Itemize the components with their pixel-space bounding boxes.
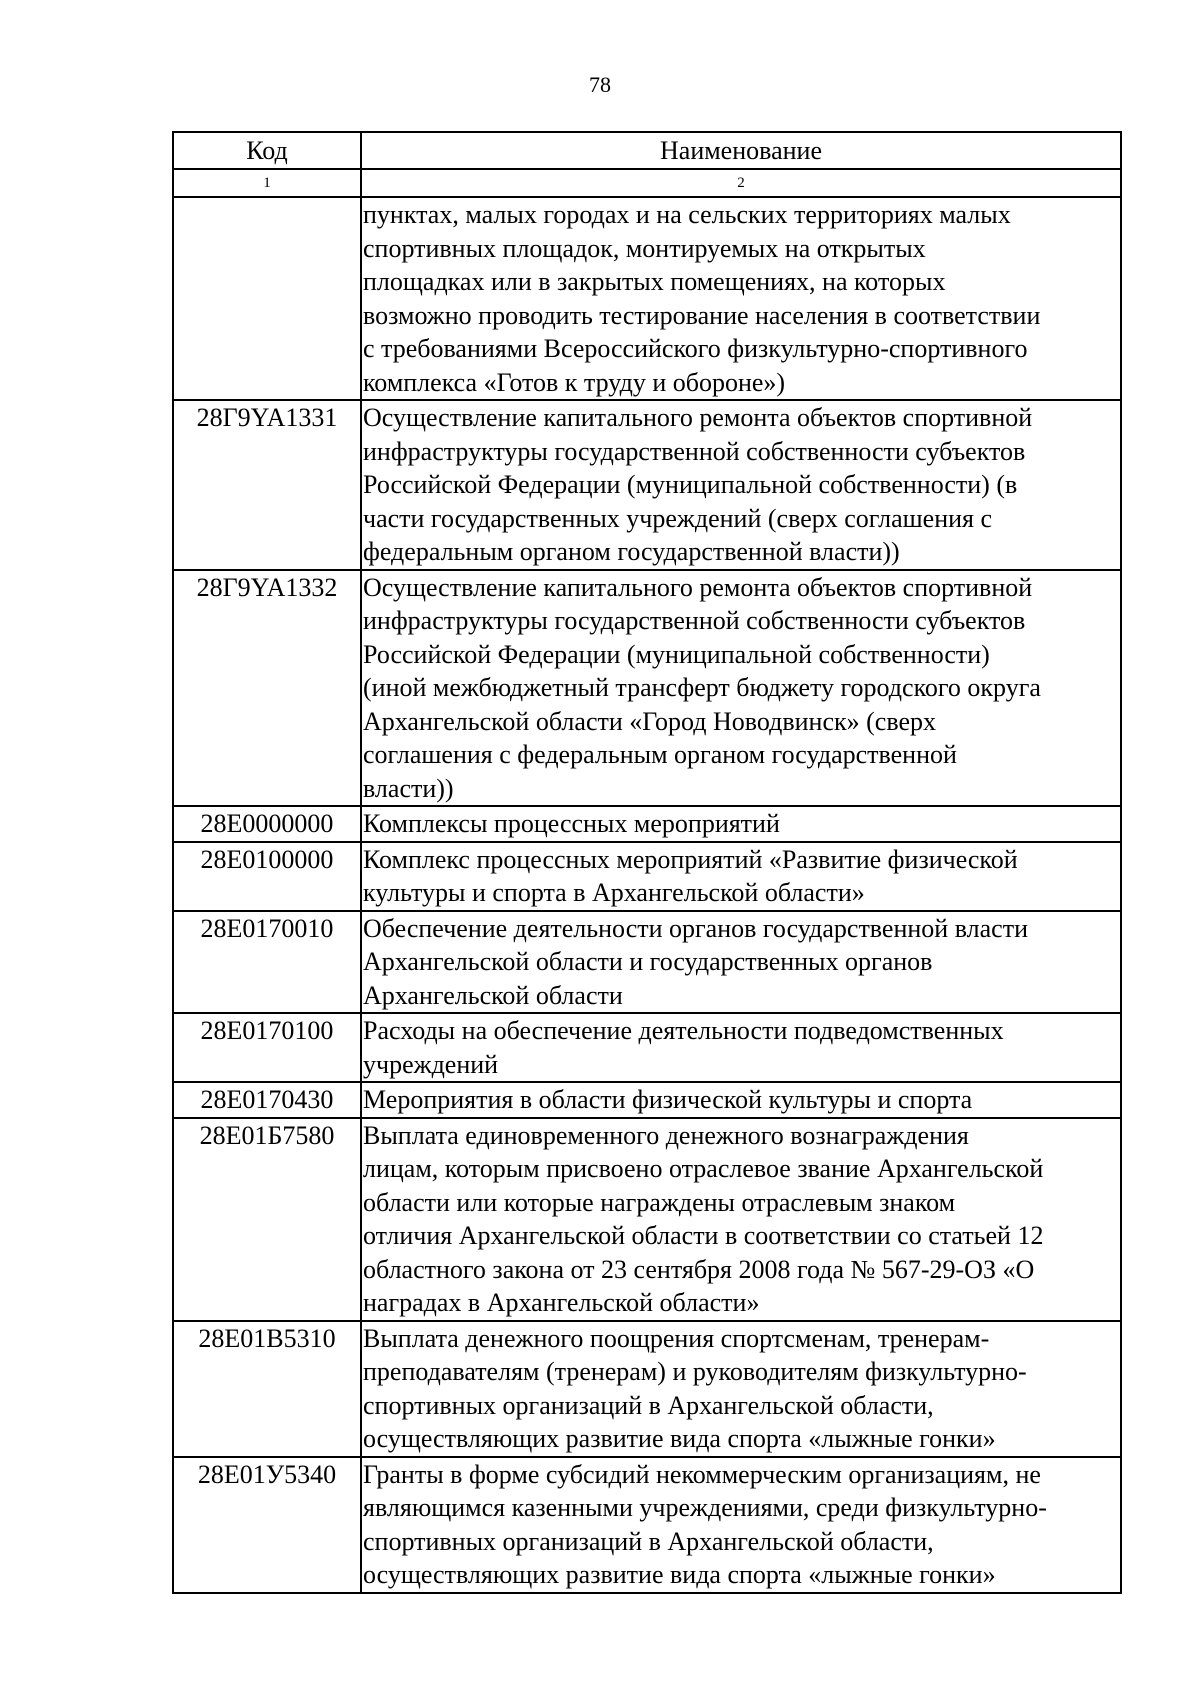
row-name-line: Российской Федерации (муниципальной собственности) — [363, 639, 990, 669]
row-name-line: Российской Федерации (муниципальной собственности) (в — [363, 470, 1018, 499]
column-number-row — [173, 169, 1121, 197]
table-row — [173, 400, 1121, 570]
row-name-line: учреждений — [363, 1049, 499, 1079]
row-name-line: власти)) — [363, 773, 454, 803]
row-name-line: части государственных учреждений (сверх соглашения с — [363, 503, 993, 533]
row-code: 28Е0100000 — [173, 842, 361, 911]
row-name-line: инфраструктуры государственной собственности субъектов — [363, 436, 1026, 466]
row-name-line: спортивных площадок, монтируемых на открытых — [363, 233, 926, 263]
row-code: 28Е01В5310 — [173, 1321, 361, 1457]
header-row — [173, 132, 1121, 169]
row-name — [361, 806, 1121, 842]
budget-codes-table — [172, 131, 1122, 1594]
row-name-line: пунктах, малых городах и на сельских территориях малых — [363, 200, 1011, 229]
table-row — [173, 1082, 1121, 1118]
row-name-line: возможно проводить тестирование населения в соответствии — [363, 300, 1041, 330]
row-name-line: Архангельской области «Город Новодвинск» (сверх — [363, 706, 936, 736]
row-name-line: отличия Архангельской области в соответствии со статьей 12 — [363, 1221, 1044, 1250]
row-code: 28Е0000000 — [173, 806, 361, 842]
row-name-line: наградах в Архангельской области» — [363, 1288, 760, 1317]
row-code: 28Е0170100 — [173, 1013, 361, 1082]
column-header-name: Наименование — [361, 132, 1121, 169]
row-name-line: Архангельской области — [363, 980, 623, 1010]
row-code: 28Е01Б7580 — [173, 1118, 361, 1321]
row-name-line: области или которые награждены отраслевым знаком — [363, 1187, 956, 1217]
column-number-name: 2 — [361, 169, 1121, 197]
row-name-line: Расходы на обеспечение деятельности подведомственных — [363, 1016, 1004, 1045]
table-row — [173, 197, 1121, 400]
row-name-line: являющимся казенными учреждениями, среди физкультурно- — [363, 1493, 1047, 1522]
table-body — [173, 169, 1121, 1593]
row-code — [173, 197, 361, 400]
row-code: 28Е0170010 — [173, 911, 361, 1014]
row-name-line: Комплексы процессных мероприятий — [363, 809, 780, 838]
row-name-line: Осуществление капитального ремонта объектов спортивной — [363, 403, 1033, 432]
row-name-line: культуры и спорта в Архангельской области» — [363, 878, 865, 907]
row-name — [361, 1321, 1121, 1457]
row-name-line: Выплата единовременного денежного вознаграждения — [363, 1120, 969, 1150]
column-header-code: Код — [173, 132, 361, 169]
table-row — [173, 842, 1121, 911]
row-name — [361, 911, 1121, 1014]
row-name-line: спортивных организаций в Архангельской области, — [363, 1526, 934, 1556]
row-name-line: с требованиями Всероссийского физкультурно-спортивного — [363, 334, 1028, 363]
table-row — [173, 911, 1121, 1014]
page-number: 78 — [589, 72, 611, 97]
row-name-line: спортивных организаций в Архангельской области, — [363, 1390, 934, 1420]
table-row — [173, 570, 1121, 807]
column-number-code: 1 — [173, 169, 361, 197]
row-name-line: комплекса «Готов к труду и обороне») — [363, 367, 786, 397]
row-name — [361, 400, 1121, 570]
row-code: 28Г9YA1331 — [173, 400, 361, 570]
row-name-line: Обеспечение деятельности органов государственной власти — [363, 913, 1028, 943]
row-name — [361, 1118, 1121, 1321]
row-name-line: Выплата денежного поощрения спортсменам, тренерам- — [363, 1323, 990, 1353]
row-name-line: инфраструктуры государственной собственности субъектов — [363, 606, 1026, 635]
row-name-line: соглашения с федеральным органом государственной — [363, 740, 957, 769]
table-row — [173, 1457, 1121, 1593]
row-name-line: Гранты в форме субсидий некоммерческим организациям, не — [363, 1459, 1041, 1489]
row-name — [361, 1457, 1121, 1593]
table-row — [173, 1321, 1121, 1457]
row-name — [361, 1082, 1121, 1118]
table-row — [173, 1013, 1121, 1082]
row-name-line: лицам, которым присвоено отраслевое звание Архангельской — [363, 1154, 1044, 1183]
row-name-line: (иной межбюджетный трансферт бюджету городского округа — [363, 673, 1041, 702]
row-name-line: Комплекс процессных мероприятий «Развитие физической — [363, 844, 1018, 874]
row-code: 28Е0170430 — [173, 1082, 361, 1118]
row-name-line: площадках или в закрытых помещениях, на которых — [363, 267, 946, 296]
row-name-line: осуществляющих развитие вида спорта «лыжные гонки» — [363, 1424, 996, 1453]
row-name-line: областного закона от 23 сентября 2008 года № 567-29-ОЗ «О — [363, 1254, 1035, 1284]
row-name — [361, 842, 1121, 911]
row-name-line: федеральным органом государственной власти)) — [363, 537, 900, 566]
row-name — [361, 1013, 1121, 1082]
row-name-line: Мероприятия в области физической культуры и спорта — [363, 1085, 973, 1114]
row-name — [361, 570, 1121, 807]
row-name — [361, 197, 1121, 400]
row-code: 28Е01У5340 — [173, 1457, 361, 1593]
row-name-line: осуществляющих развитие вида спорта «лыжные гонки» — [363, 1560, 996, 1589]
table-row — [173, 806, 1121, 842]
row-name-line: Архангельской области и государственных органов — [363, 947, 933, 976]
row-name-line: преподавателям (тренерам) и руководителям физкультурно- — [363, 1357, 1027, 1386]
table-row — [173, 1118, 1121, 1321]
row-name-line: Осуществление капитального ремонта объектов спортивной — [363, 572, 1033, 602]
row-code: 28Г9YA1332 — [173, 570, 361, 807]
